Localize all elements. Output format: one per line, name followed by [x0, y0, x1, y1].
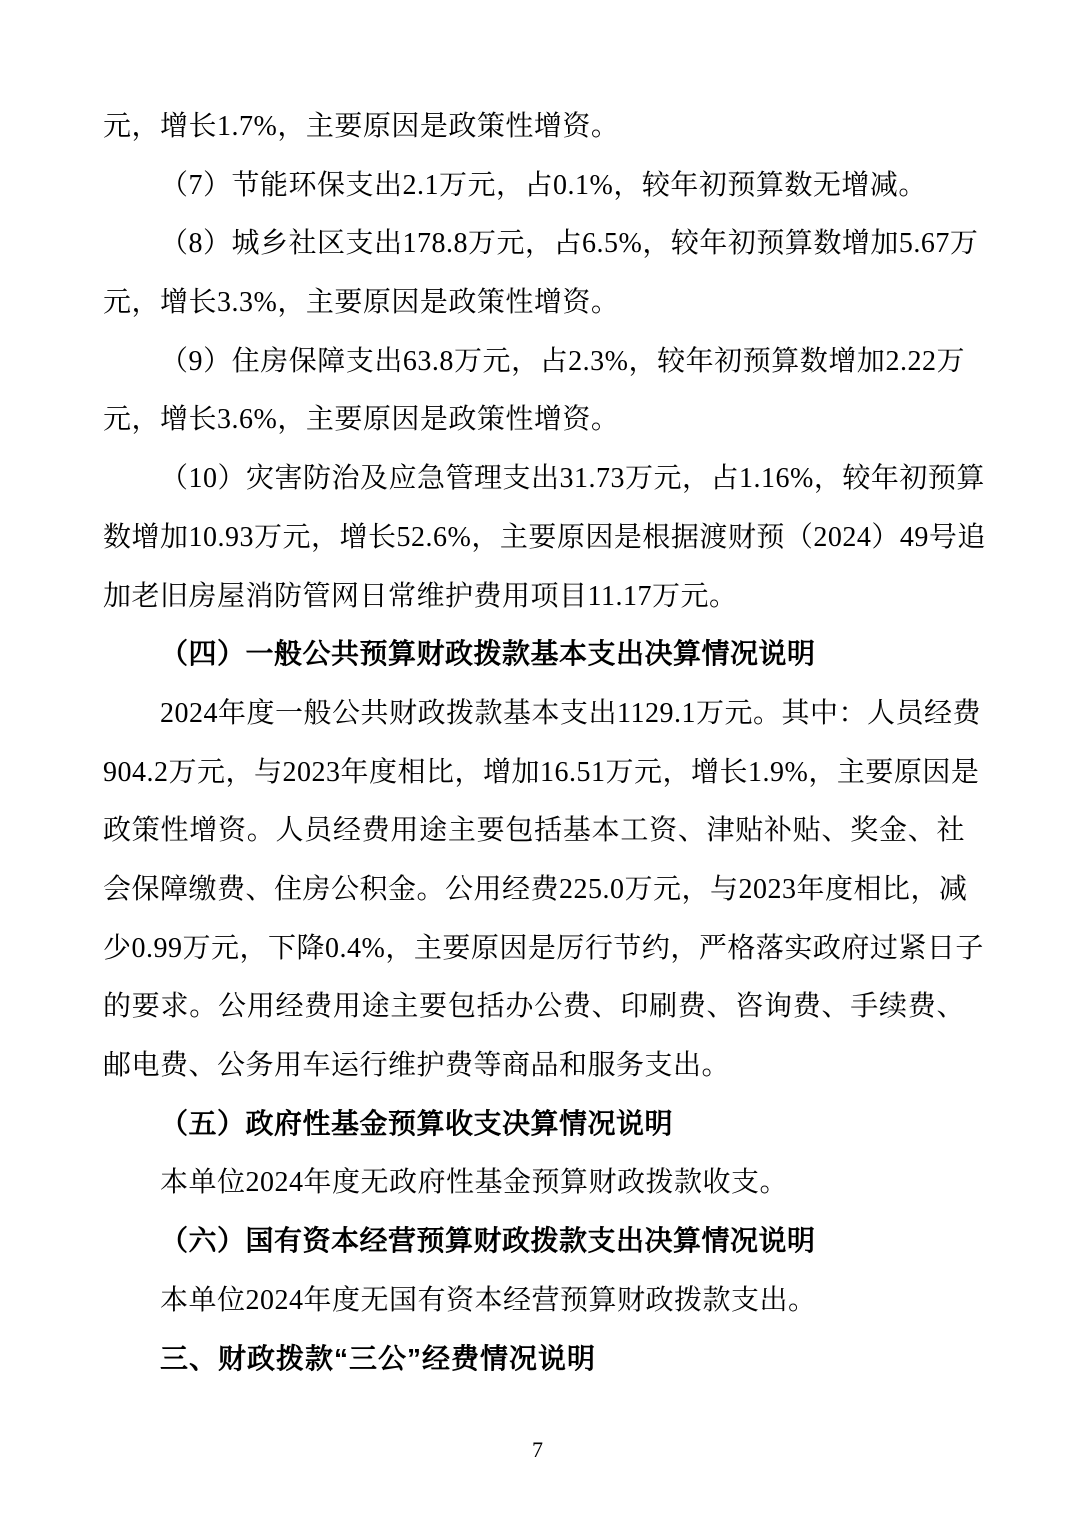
section-heading-state-capital: （六）国有资本经营预算财政拨款支出决算情况说明: [160, 1226, 816, 1258]
item-10-disaster-line-2: 数增加10.93万元，增长52.6%，主要原因是根据渡财预（2024）49号追: [103, 521, 986, 553]
para-basic-expenditure-line-3: 政策性增资。人员经费用途主要包括基本工资、津贴补贴、奖金、社: [103, 815, 965, 847]
page-number: 7: [532, 1437, 543, 1462]
item-10-disaster-line-3: 加老旧房屋消防管网日常维护费用项目11.17万元。: [103, 580, 738, 612]
para-gov-fund-line: 本单位2024年度无政府性基金预算财政拨款收支。: [160, 1167, 789, 1199]
item-7-energy-line: （7）节能环保支出2.1万元，占0.1%，较年初预算数无增减。: [160, 169, 927, 201]
section-heading-gov-fund: （五）政府性基金预算收支决算情况说明: [160, 1108, 674, 1140]
item-9-housing-line-1: （9）住房保障支出63.8万元，占2.3%，较年初预算数增加2.22万: [160, 345, 965, 377]
para-basic-expenditure-line-7: 邮电费、公务用车运行维护费等商品和服务支出。: [103, 1050, 731, 1081]
item-9-housing-line-2: 元，增长3.6%，主要原因是政策性增资。: [103, 404, 620, 436]
item-8-community-line-2: 元，增长3.3%，主要原因是政策性增资。: [103, 287, 620, 319]
section-heading-basic-expenditure: （四）一般公共预算财政拨款基本支出决算情况说明: [160, 639, 816, 671]
para-basic-expenditure-line-1: 2024年度一般公共财政拨款基本支出1129.1万元。其中：人员经费: [160, 697, 981, 729]
para-basic-expenditure-line-5: 少0.99万元，下降0.4%，主要原因是厉行节约，严格落实政府过紧日子: [103, 932, 984, 964]
item-10-disaster-line-1: （10）灾害防治及应急管理支出31.73万元，占1.16%，较年初预算: [160, 463, 985, 495]
item-8-community-line-1: （8）城乡社区支出178.8万元，占6.5%，较年初预算数增加5.67万: [160, 228, 979, 260]
para-basic-expenditure-line-4: 会保障缴费、住房公积金。公用经费225.0万元，与2023年度相比，减: [103, 873, 968, 905]
para-state-capital-line: 本单位2024年度无国有资本经营预算财政拨款支出。: [160, 1284, 817, 1316]
para-basic-expenditure-line-2: 904.2万元，与2023年度相比，增加16.51万元，增长1.9%，主要原因是: [103, 756, 980, 788]
section-heading-three-public: 三、财政拨款“三公”经费情况说明: [160, 1343, 597, 1375]
para-basic-expenditure-line-6: 的要求。公用经费用途主要包括办公费、印刷费、咨询费、手续费、: [103, 991, 965, 1023]
document-body: [103, 98, 986, 1389]
para-continuation-growth: 元，增长1.7%，主要原因是政策性增资。: [103, 111, 620, 142]
